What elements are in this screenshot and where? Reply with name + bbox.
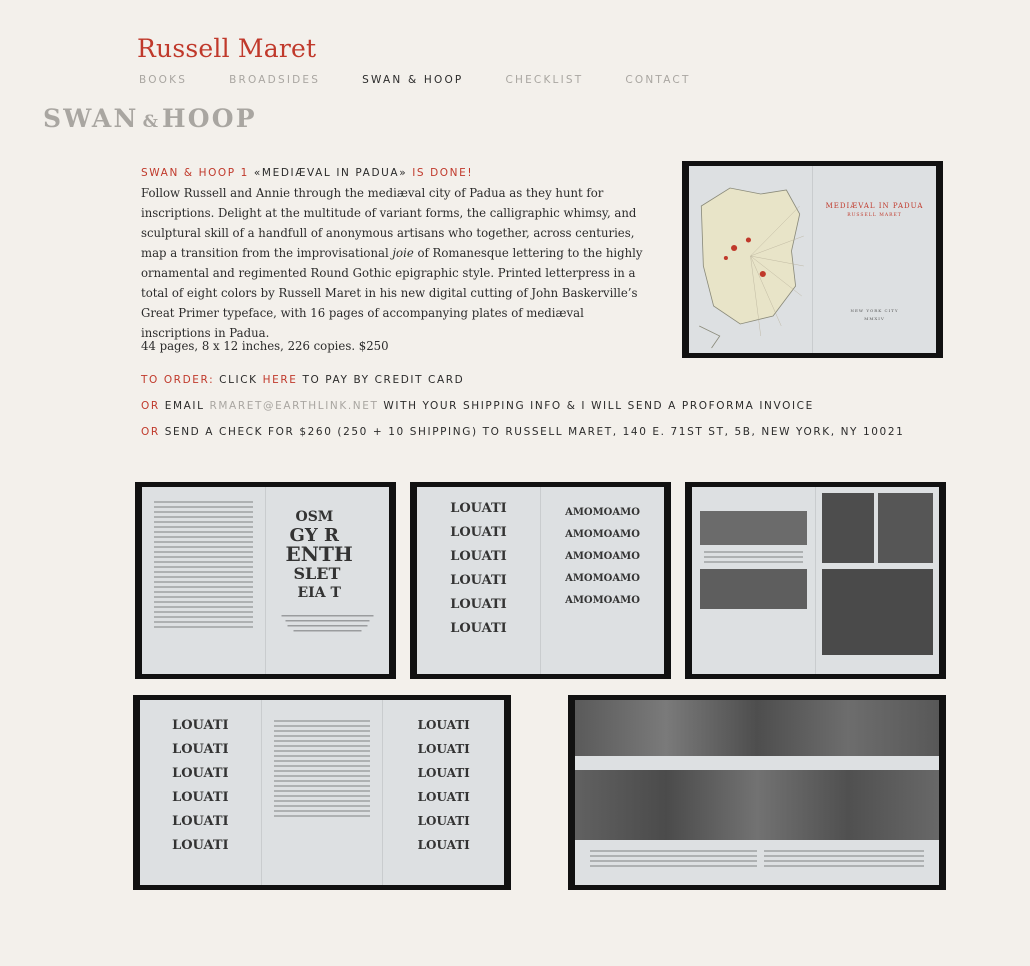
louati-3: LOUATI (450, 549, 507, 564)
svg-text:ENTH: ENTH (285, 542, 353, 566)
gallery-photo-3[interactable] (685, 482, 946, 679)
louati-15: LOUATI (417, 766, 470, 780)
announcement-status: IS DONE! (412, 167, 474, 179)
louati-9: LOUATI (172, 766, 229, 781)
gallery-photo-4[interactable] (133, 695, 511, 890)
sculpture-photo-2 (878, 493, 933, 563)
louati-14: LOUATI (417, 742, 470, 756)
spread-4-louati-page-2 (382, 700, 504, 885)
description-part1: Follow Russell and Annie through the mediæval city of Padua as they hunt for inscriptions. Delight at the multitude of variant forms, the calligraphic whimsy, and sculptural skill of a handfull of anonymous artisans who together, across centuries, map a transition from the improvisational (141, 186, 637, 260)
spread-2 (417, 487, 664, 674)
cover-spread (689, 166, 936, 353)
nav-books[interactable]: BOOKS (139, 74, 188, 86)
book-description (141, 183, 656, 343)
inscription-band-2 (575, 770, 939, 840)
main-nav (139, 74, 733, 86)
louati-18: LOUATI (417, 838, 470, 852)
amo-2: AMOMOAMO (565, 529, 640, 540)
louati-2: LOUATI (450, 525, 507, 540)
order-or-2: OR (141, 426, 160, 438)
amo-1: AMOMOAMO (565, 507, 640, 518)
inscription-band-1 (575, 700, 939, 756)
site-title[interactable]: Russell Maret (137, 34, 317, 63)
nav-broadsides[interactable]: BROADSIDES (229, 74, 321, 86)
louati-6: LOUATI (450, 621, 507, 636)
book-specs: 44 pages, 8 x 12 inches, 226 copies. $250 (141, 339, 389, 353)
sculpture-photo-1 (822, 493, 874, 563)
spread-3-plate-page (692, 487, 815, 674)
svg-text:GY R: GY R (289, 525, 339, 546)
cover-imprint-1: NEW YORK CITY (850, 308, 899, 313)
spread-1-text-page (142, 487, 265, 674)
svg-text:SLET: SLET (293, 564, 341, 583)
padua-map-icon (689, 166, 812, 353)
heading-swan: SWAN (43, 104, 139, 133)
spread-3-photo-page (815, 487, 939, 674)
order-label: TO ORDER: (141, 374, 215, 386)
amo-3: AMOMOAMO (565, 551, 640, 562)
louati-10: LOUATI (172, 790, 229, 805)
spread-1 (142, 487, 389, 674)
title-page (812, 166, 936, 353)
band-caption (590, 850, 757, 870)
order-line2-post: WITH YOUR SHIPPING INFO & I WILL SEND A PROFORMA INVOICE (383, 400, 814, 412)
amo-4: AMOMOAMO (565, 573, 640, 584)
spread-1-letter-page (265, 487, 389, 674)
order-line3: SEND A CHECK FOR $260 (250 + 10 SHIPPING) TO RUSSELL MARET, 140 E. 71ST ST, 5B, NEW YORK, NY 10021 (164, 426, 905, 438)
louati-11: LOUATI (172, 814, 229, 829)
cover-title: MEDIÆVAL IN PADUA (825, 202, 924, 210)
description-part2: of Romanesque lettering to the highly ornamental and regimented Round Gothic epigraphic style. Printed letterpress in a total of eight colors by Russell Maret in his new digital cutting of John Baskerville’s Great Primer typeface, with 16 pages of accompanying plates of mediæval inscriptions in Padua. (141, 246, 643, 340)
louati-1: LOUATI (450, 501, 507, 516)
louati-13: LOUATI (417, 718, 470, 732)
heading-amp: & (142, 112, 158, 132)
cover-photo[interactable] (682, 161, 943, 358)
page-heading (43, 104, 257, 133)
spread-2-louati-page (417, 487, 540, 674)
letterform-cluster-icon (266, 487, 389, 674)
order-line1-post: TO PAY BY CREDIT CARD (302, 374, 465, 386)
svg-text:EIA T: EIA T (297, 585, 341, 601)
order-line-2 (141, 399, 814, 413)
louati-8: LOUATI (172, 742, 229, 757)
order-or-1: OR (141, 400, 160, 412)
spread-2-amo-page (540, 487, 664, 674)
spread-4 (140, 700, 504, 885)
louati-4: LOUATI (450, 573, 507, 588)
text-block-2 (274, 720, 371, 820)
map-page (689, 166, 812, 353)
nav-contact[interactable]: CONTACT (625, 74, 691, 86)
cover-author: RUSSELL MARET (847, 213, 902, 218)
order-line-3 (141, 425, 904, 439)
spread-4-louati-page-1 (140, 700, 261, 885)
spread-4-text-page (261, 700, 383, 885)
order-line-1 (141, 373, 464, 387)
announcement (141, 166, 473, 180)
text-block (154, 501, 252, 631)
gallery-photo-2[interactable] (410, 482, 671, 679)
inscription-plate-1 (700, 511, 807, 545)
louati-16: LOUATI (417, 790, 470, 804)
plate-caption (704, 551, 802, 566)
gallery-photo-1[interactable] (135, 482, 396, 679)
heading-hoop: HOOP (161, 104, 257, 133)
spread-3 (692, 487, 939, 674)
louati-7: LOUATI (172, 718, 229, 733)
louati-12: LOUATI (172, 838, 229, 853)
cover-imprint-2: MMXIV (864, 316, 885, 321)
announcement-title: «MEDIÆVAL IN PADUA» (253, 167, 408, 179)
inscription-plate-2 (700, 569, 807, 609)
amo-5: AMOMOAMO (565, 595, 640, 606)
nav-swan-hoop[interactable]: SWAN & HOOP (362, 74, 464, 86)
louati-5: LOUATI (450, 597, 507, 612)
svg-text:OSM: OSM (295, 509, 334, 525)
announcement-series: SWAN & HOOP 1 (141, 167, 249, 179)
band-caption-2 (764, 850, 924, 870)
nav-checklist[interactable]: CHECKLIST (505, 74, 584, 86)
order-line1-pre: CLICK (219, 374, 258, 386)
gallery-photo-5[interactable] (568, 695, 946, 890)
order-line2-pre: EMAIL (164, 400, 205, 412)
spread-5 (575, 700, 939, 885)
louati-17: LOUATI (417, 814, 470, 828)
email-link[interactable]: RMARET@EARTHLINK.NET (209, 400, 379, 412)
pay-here-link[interactable]: HERE (262, 374, 298, 386)
description-italic: joie (392, 246, 414, 260)
sculpture-photo-3 (822, 569, 933, 655)
